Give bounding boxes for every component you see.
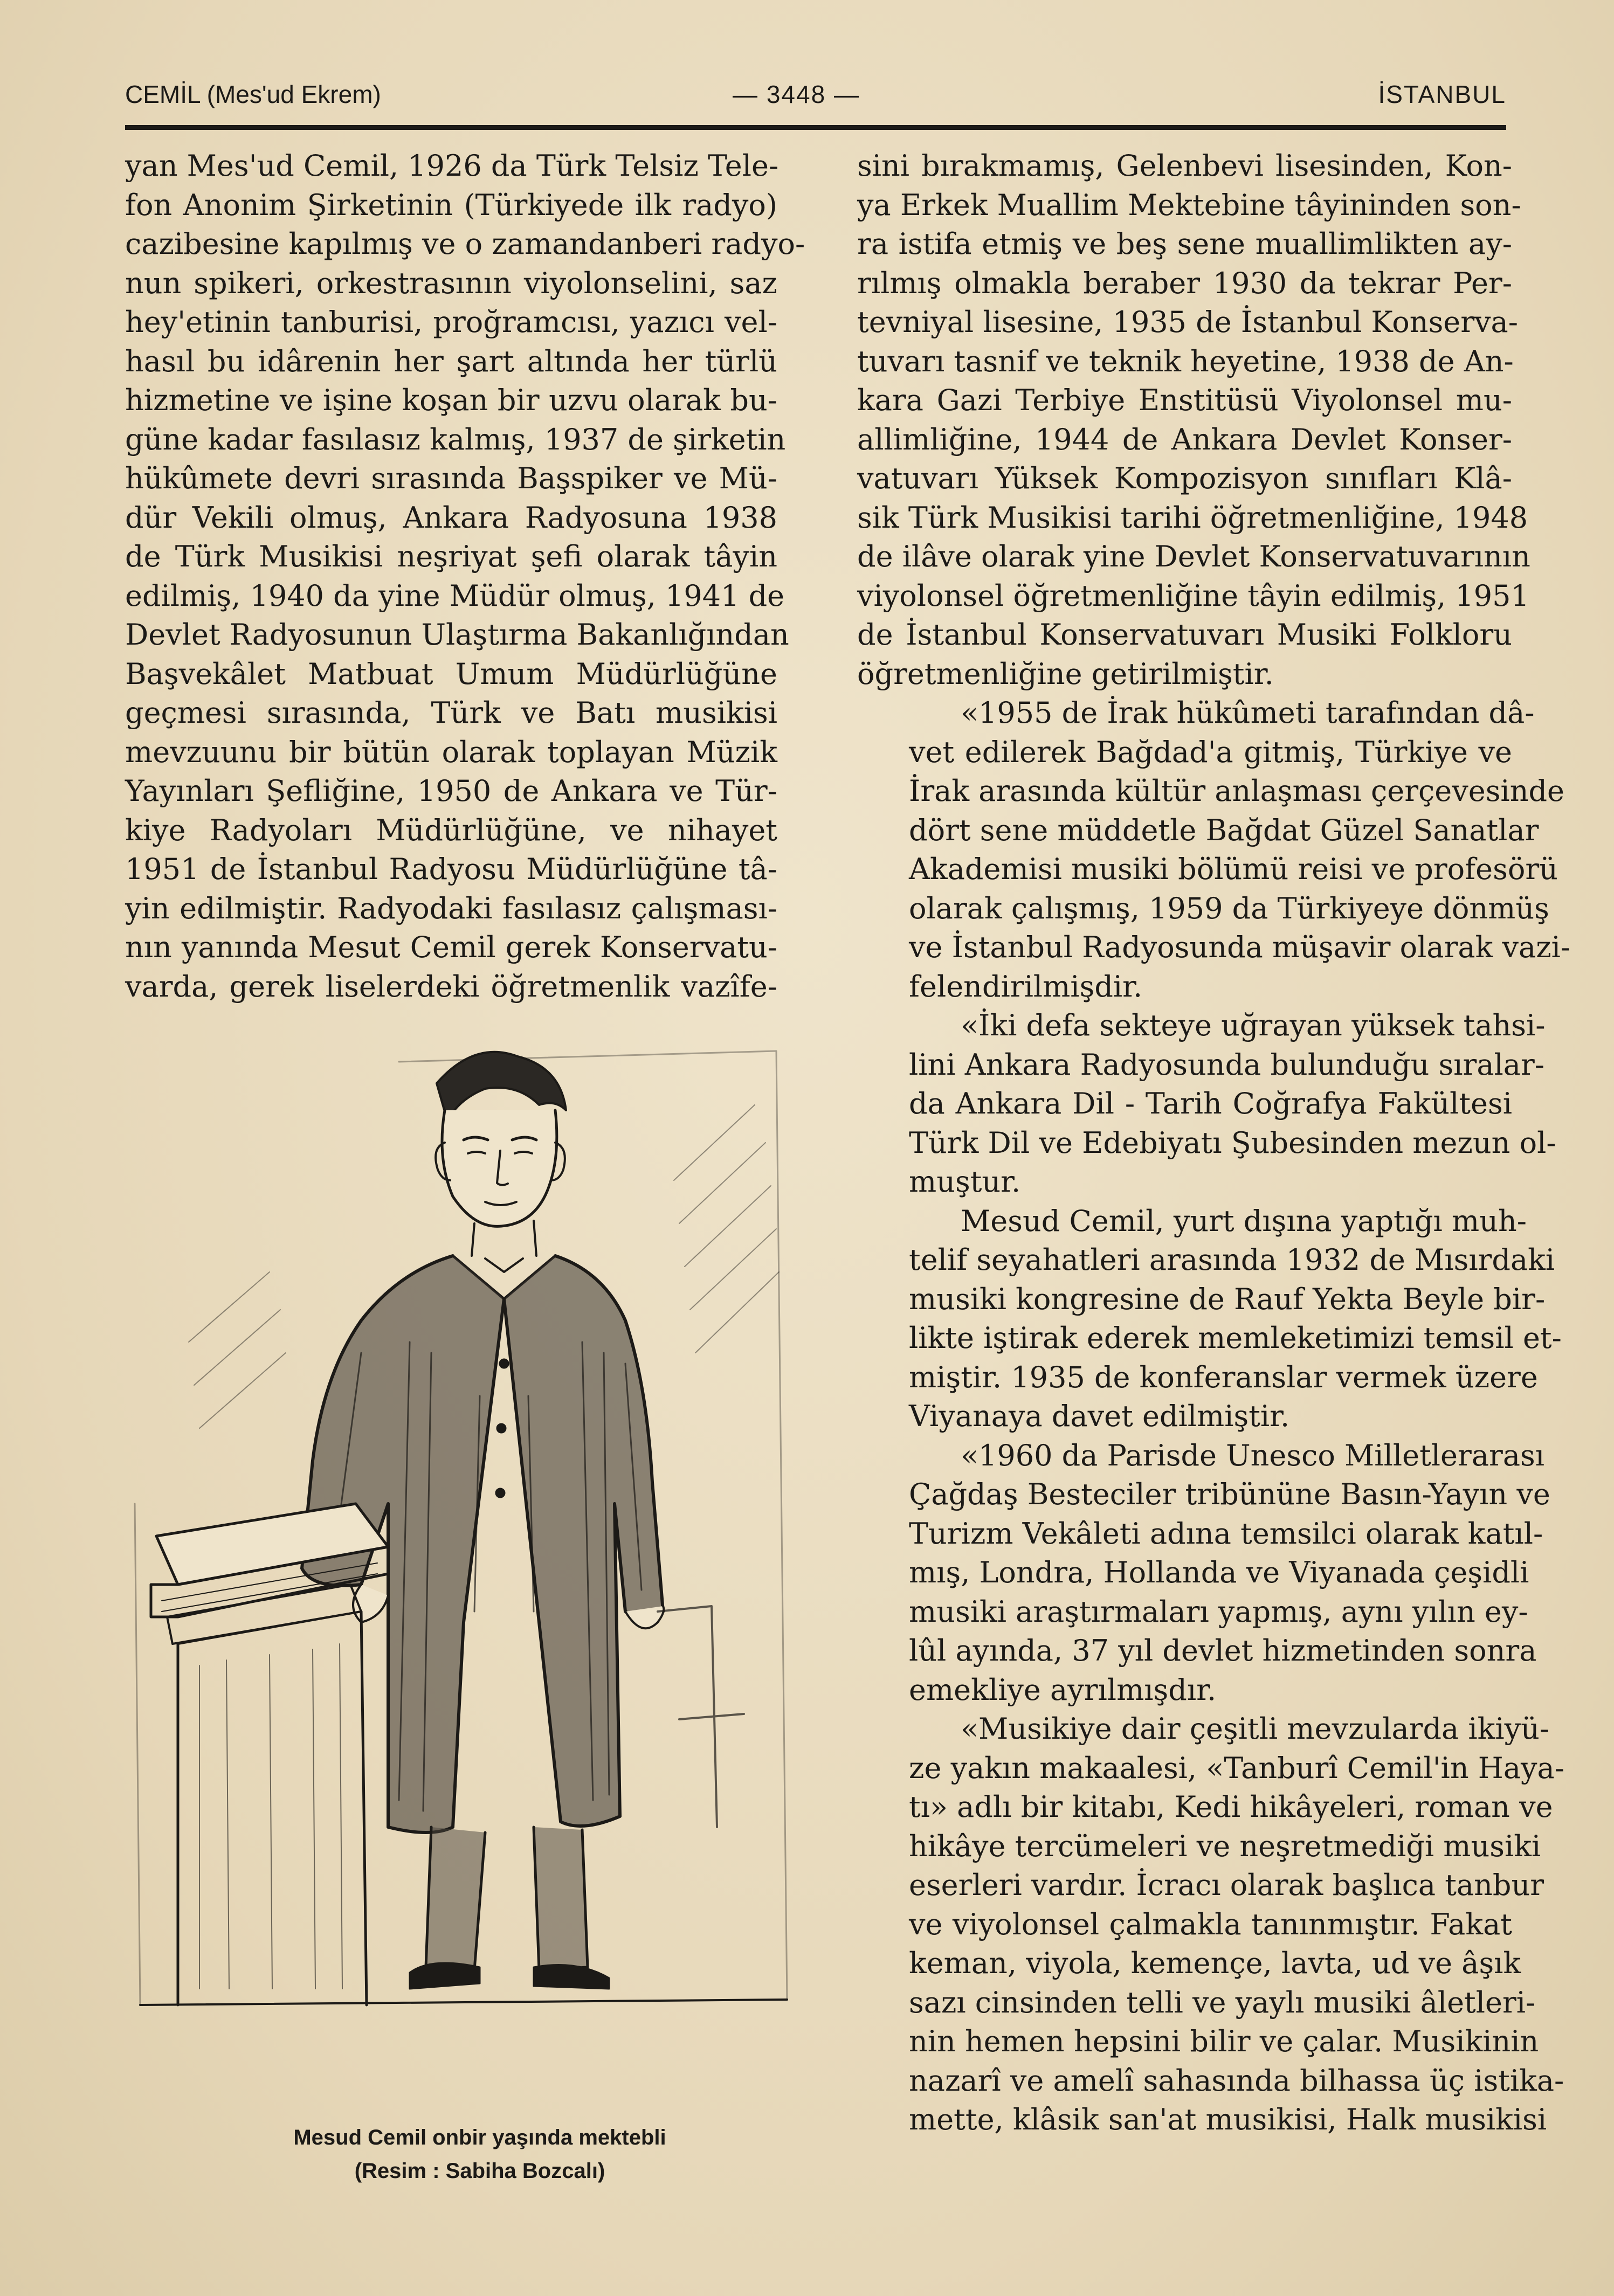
text-line: hasıl bu idârenin her şart altında her türlü <box>125 344 777 378</box>
text-line: yin edilmiştir. Radyodaki fasılasız çalışması- <box>125 891 777 925</box>
text-line: likte iştirak ederek memleketimizi temsil et- <box>909 1321 1562 1355</box>
text-line: musiki araştırmaları yapmış, aynı yılın ey- <box>909 1594 1528 1629</box>
text-line: Başvekâlet Matbuat Umum Müdürlüğüne <box>125 656 777 691</box>
text-line: felendirilmişdir. <box>909 969 1143 1004</box>
running-head <box>125 74 1506 117</box>
text-line: sik Türk Musikisi tarihi öğretmenliğine, 1948 <box>857 500 1528 535</box>
text-line: nazarî ve amelî sahasında bilhassa üç istika- <box>909 2063 1564 2098</box>
text-line: hizmetine ve işine koşan bir uzvu olarak bu- <box>125 383 777 417</box>
text-line: nın yanında Mesut Cemil gerek Konservatu- <box>125 930 777 964</box>
text-line: viyolonsel öğretmenliğine tâyin edilmiş, 1951 <box>857 578 1529 613</box>
text-line: nin hemen hepsini bilir ve çalar. Musikinin <box>909 2024 1539 2058</box>
text-line: kara Gazi Terbiye Enstitüsü Viyolonsel mu- <box>857 383 1512 417</box>
text-line: de ilâve olarak yine Devlet Konservatuvarının <box>857 540 1530 573</box>
text-line: vet edilerek Bağdad'a gitmiş, Türkiye ve <box>909 735 1512 769</box>
text-line: de Türk Musikisi neşriyat şefi olarak tâyin <box>125 540 777 573</box>
text-line: cazibesine kapılmış ve o zamandanberi radyo- <box>125 227 805 261</box>
text-line: ya Erkek Muallim Mektebine tâyininden son- <box>857 188 1521 222</box>
paragraph <box>857 694 1571 1006</box>
text-line: muştur. <box>909 1165 1021 1199</box>
text-line: Viyanaya davet edilmiştir. <box>909 1399 1290 1433</box>
text-line: geçmesi sırasında, Türk ve Batı musikisi <box>125 696 777 730</box>
text-line: tevniyal lisesine, 1935 de İstanbul Konserva- <box>857 305 1518 339</box>
text-line: ze yakın makaalesi, «Tanburî Cemil'in Haya- <box>909 1751 1565 1785</box>
text-line: sazı cinsinden telli ve yaylı musiki âletleri- <box>909 1985 1536 2020</box>
text-line: emekliye ayrılmışdır. <box>909 1672 1217 1707</box>
caption-line-1: Mesud Cemil onbir yaşında mektebli <box>293 2126 666 2149</box>
text-line: miştir. 1935 de konferanslar vermek üzere <box>909 1360 1538 1394</box>
text-line: varda, gerek liselerdeki öğretmenlik vazîfe- <box>125 969 777 1004</box>
running-head-title: CEMİL (Mes'ud Ekrem) <box>125 80 381 108</box>
text-line: İrak arasında kültür anlaşması çerçevesinde <box>909 774 1565 808</box>
text-line: kiye Radyoları Müdürlüğüne, ve nihayet <box>125 813 777 847</box>
text-line: allimliğine, 1944 de Ankara Devlet Konser- <box>857 422 1512 457</box>
text-line: Mesud Cemil, yurt dışına yaptığı muh- <box>961 1204 1527 1238</box>
text-line: rılmış olmakla beraber 1930 da tekrar Per- <box>857 266 1512 300</box>
text-line: dür Vekili olmuş, Ankara Radyosuna 1938 <box>125 500 777 535</box>
text-line: da Ankara Dil - Tarih Coğrafya Fakültesi <box>909 1087 1512 1121</box>
text-line: fon Anonim Şirketinin (Türkiyede ilk radyo) <box>125 188 777 222</box>
left-column <box>125 147 805 1006</box>
text-line: hey'etinin tanburisi, proğramcısı, yazıcı vel- <box>125 305 777 339</box>
text-line: mette, klâsik san'at musikisi, Halk musikisi <box>909 2103 1547 2136</box>
text-line: edilmiş, 1940 da yine Müdür olmuş, 1941 de <box>125 578 785 613</box>
text-line: telif seyahatleri arasında 1932 de Mısırdaki <box>909 1243 1555 1277</box>
text-line: öğretmenliğine getirilmiştir. <box>857 656 1274 691</box>
text-line: Yayınları Şefliğine, 1950 de Ankara ve Tür- <box>125 774 777 808</box>
text-line: «İki defa sekteye uğrayan yüksek tahsi- <box>961 1008 1546 1042</box>
paragraph <box>857 1436 1550 1710</box>
page-number: — 3448 — <box>733 80 860 108</box>
text-line: sini bırakmamış, Gelenbevi lisesinden, Kon- <box>857 149 1512 183</box>
text-line: tı» adlı bir kitabı, Kedi hikâyeleri, roman ve <box>909 1790 1553 1824</box>
text-line: lini Ankara Radyosunda bulunduğu sıralar- <box>909 1047 1545 1082</box>
paragraph <box>857 1006 1556 1202</box>
portrait-drawing-icon <box>108 1019 798 2043</box>
text-line: dört sene müddetle Bağdat Güzel Sanatlar <box>909 813 1539 847</box>
paragraph <box>857 1710 1565 2140</box>
paragraph <box>857 1202 1562 1436</box>
running-head-volume: İSTANBUL <box>1378 80 1506 108</box>
text-line: nun spikeri, orkestrasının viyolonselini, saz <box>125 266 777 300</box>
text-line: hükûmete devri sırasında Başspiker ve Mü- <box>125 461 777 495</box>
text-line: vatuvarı Yüksek Kompozisyon sınıfları Klâ- <box>857 461 1512 495</box>
text-line: Akademisi musiki bölümü reisi ve profesörü <box>909 852 1558 886</box>
paragraph <box>857 147 1530 694</box>
text-line: «1960 da Parisde Unesco Milletlerarası <box>961 1438 1545 1472</box>
text-line: Turizm Vekâleti adına temsilci olarak katıl- <box>909 1516 1543 1551</box>
text-line: de İstanbul Konservatuvarı Musiki Folkloru <box>857 618 1512 652</box>
text-line: hikâye tercümeleri ve neşretmediği musiki <box>909 1829 1541 1863</box>
header-rule <box>125 125 1506 130</box>
text-line: «Musikiye dair çeşitli mevzularda ikiyü- <box>961 1712 1550 1746</box>
figure-caption <box>156 2121 803 2188</box>
text-line: keman, viyola, kemençe, lavta, ud ve âşık <box>909 1946 1521 1980</box>
text-line: güne kadar fasılasız kalmış, 1937 de şirketin <box>125 422 786 457</box>
caption-line-2: (Resim : Sabiha Bozcalı) <box>354 2159 605 2183</box>
text-line: eserleri vardır. İcracı olarak başlıca tanbur <box>909 1868 1544 1902</box>
text-line: 1951 de İstanbul Radyosu Müdürlüğüne tâ- <box>125 852 777 886</box>
text-line: musiki kongresine de Rauf Yekta Beyle bir- <box>909 1282 1546 1316</box>
text-line: Türk Dil ve Edebiyatı Şubesinden mezun ol- <box>909 1125 1556 1160</box>
text-line: tuvarı tasnif ve teknik heyetine, 1938 de An- <box>857 344 1514 378</box>
text-line: mış, Londra, Hollanda ve Viyanada çeşidli <box>909 1555 1529 1589</box>
text-line: ra istifa etmiş ve beş sene muallimlikten ay- <box>857 227 1512 261</box>
text-line: olarak çalışmış, 1959 da Türkiyeye dönmüş <box>909 891 1549 925</box>
right-column <box>857 147 1571 2140</box>
text-line: «1955 de İrak hükûmeti tarafından dâ- <box>961 696 1535 730</box>
text-line: yan Mes'ud Cemil, 1926 da Türk Telsiz Tele- <box>125 149 779 183</box>
text-line: ve İstanbul Radyosunda müşavir olarak vazi- <box>909 930 1571 964</box>
text-line: ve viyolonsel çalmakla tanınmıştır. Fakat <box>909 1907 1512 1941</box>
text-line: mevzuunu bir bütün olarak toplayan Müzik <box>125 735 777 769</box>
text-line: lûl ayında, 37 yıl devlet hizmetinden sonra <box>909 1634 1537 1668</box>
text-line: Çağdaş Besteciler tribününe Basın-Yayın ve <box>909 1477 1550 1511</box>
text-line: Devlet Radyosunun Ulaştırma Bakanlığından <box>125 618 789 652</box>
